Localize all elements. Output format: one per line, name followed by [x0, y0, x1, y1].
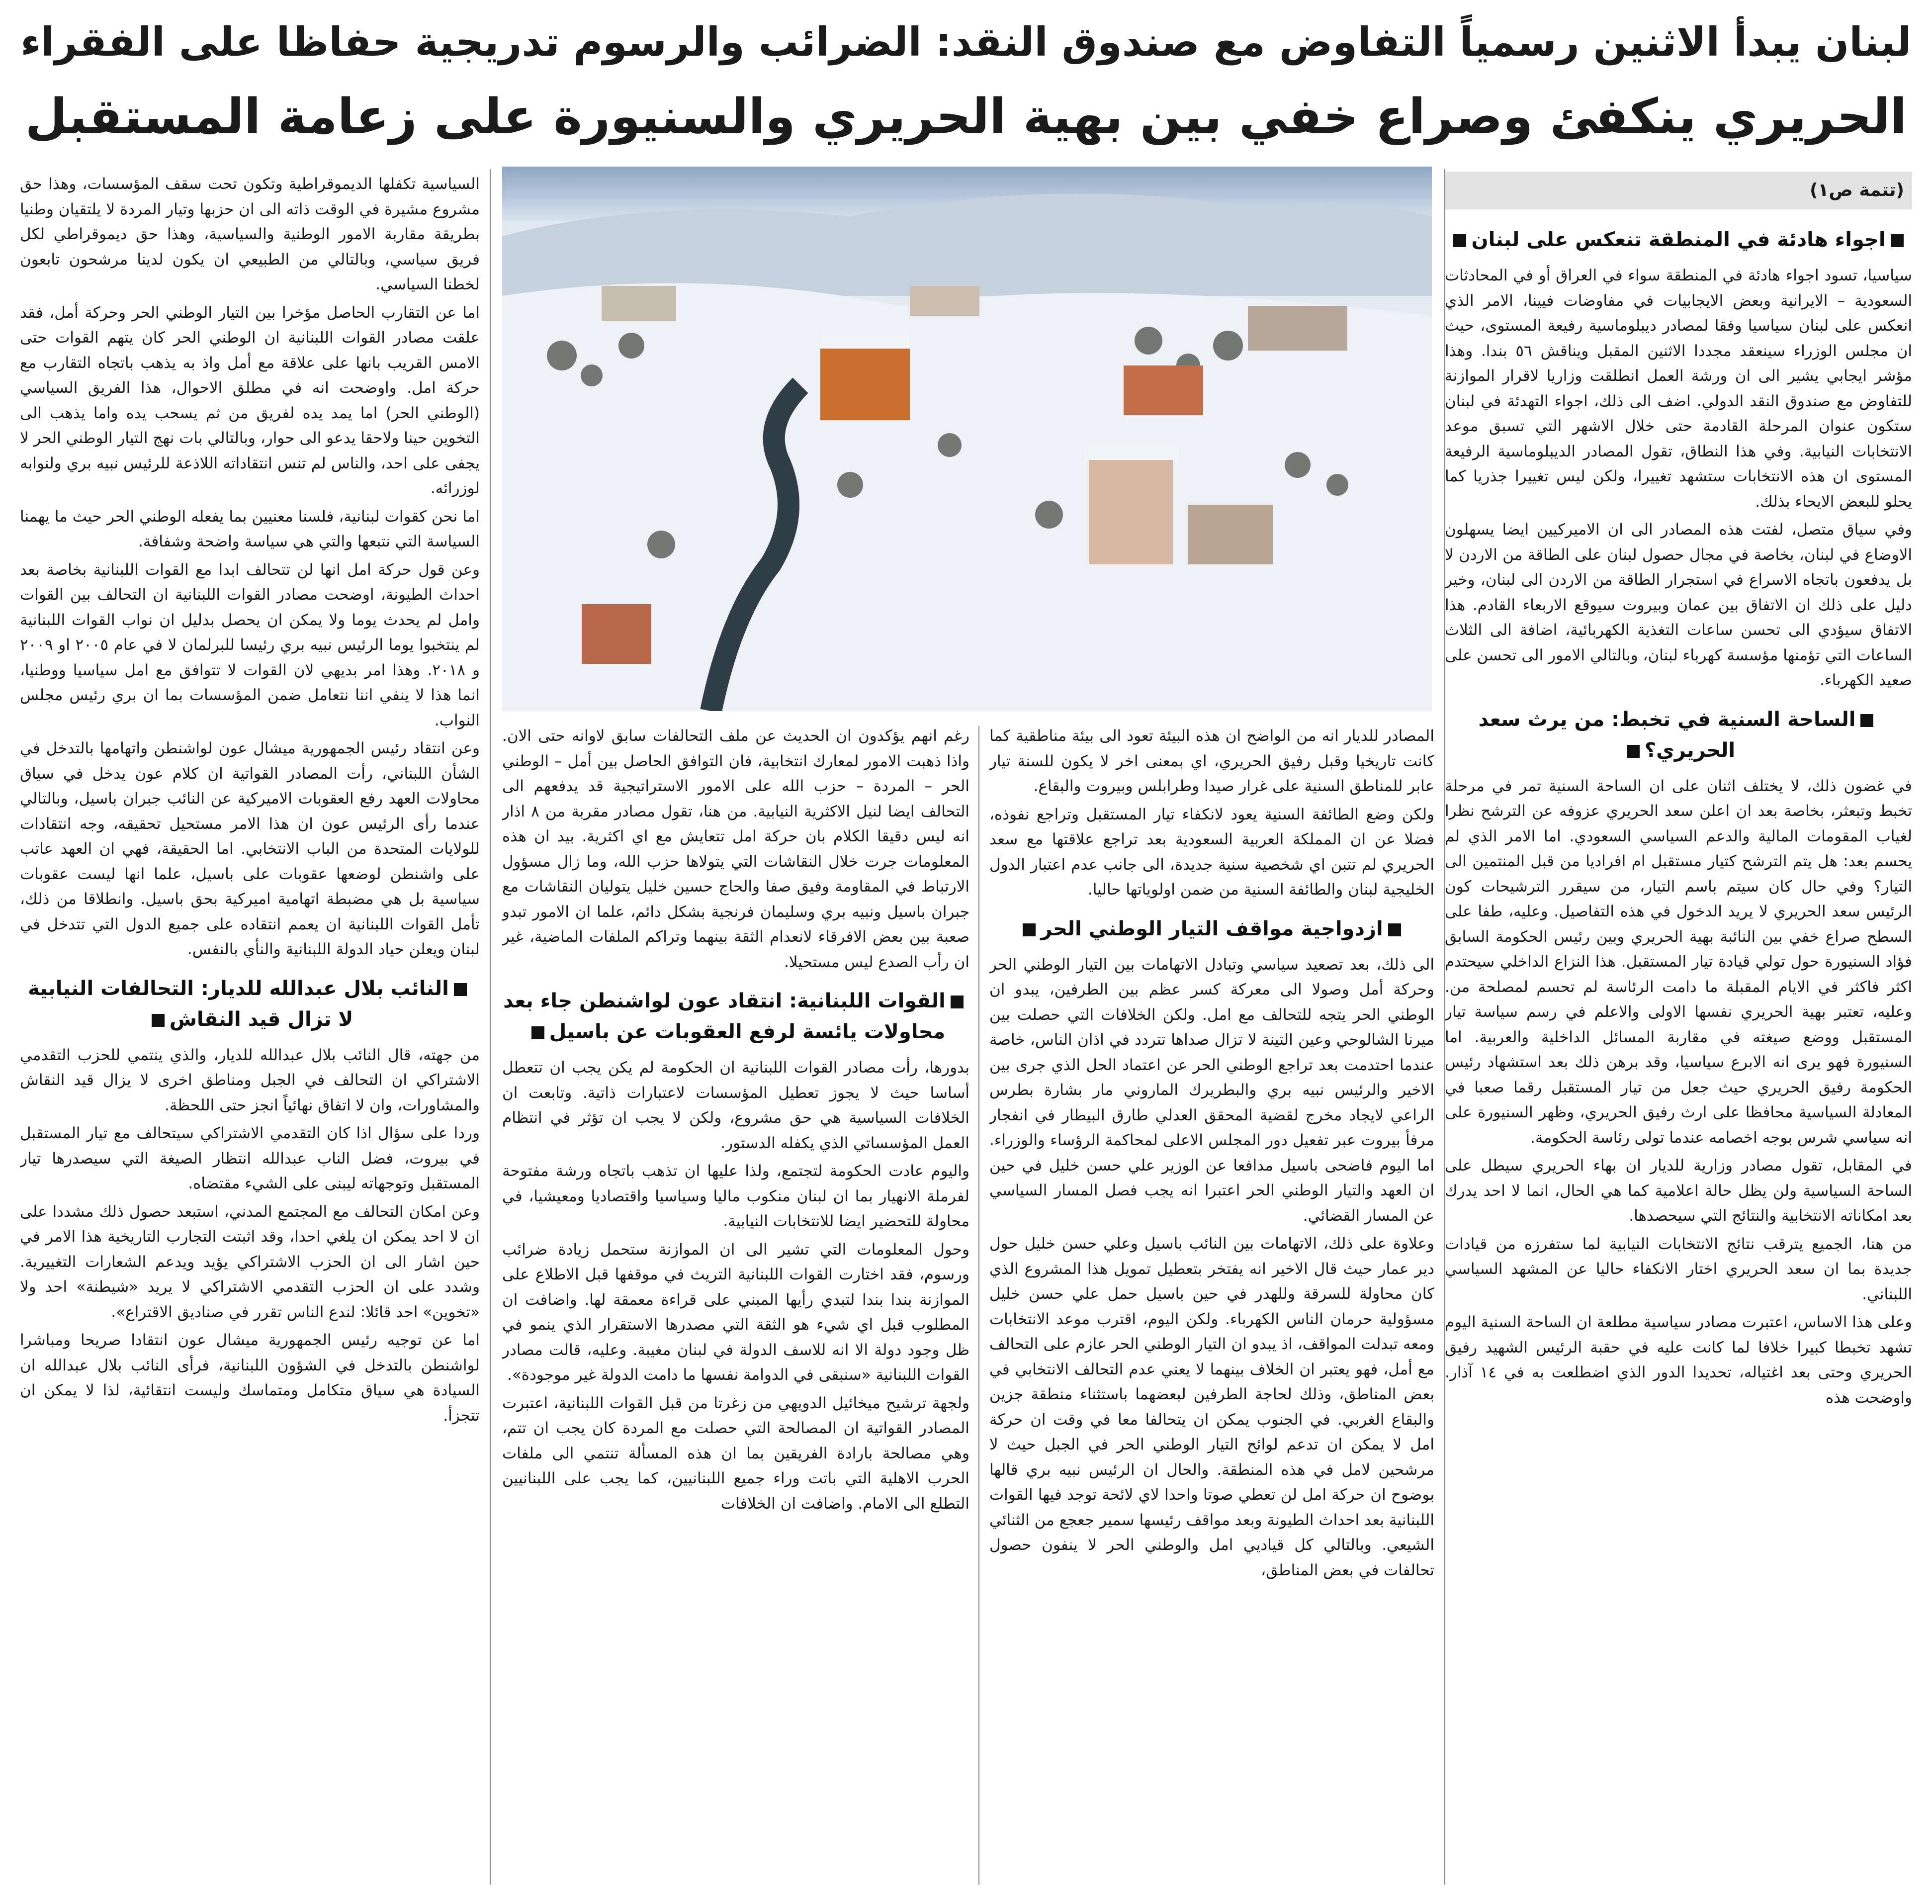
paragraph: وعن انتقاد رئيس الجمهورية ميشال عون لواشنطن واتهامها بالتدخل في الشأن اللبناني، رأت المصادر القواتية ان كلام عون يدخل في سياق محاولات العهد رفع العقوبات الاميركية عن النائب جبران باسيل، وبالتالي عندما رأى الرئيس عون ان هذا الامر مستحيل تحقيقه، وجه انتقادات للولايات المتحدة من الباب الانتخابي. اما الحقيقة، فهي ان العهد عاتب على واشنطن لوضعها عقوبات على باسيل، علما انها ليست عقوبات سياسية بل هي مضبطة اتهامية اميركية بحق باسيل. وانطلاقا من ذلك، تأمل القوات اللبنانية ان يعمم انتقاده على جميع الدول التي تتدخل في لبنان ويعلن حياد الدولة اللبنانية والنأي بالنفس.	[20, 739, 480, 958]
paragraph: وعن قول حركة امل انها لن تتحالف ابدا مع القوات اللبنانية بخاصة بعد احداث الطيونة، اوضحت مصادر القوات اللبنانية ان التحالف بين القوات وامل لم يحدث يوما ولا يمكن ان يحصل بدليل ان نواب القوات اللبنانية لم ينتخبوا يوما الرئيس نبيه بري رئيسا للبرلمان لا في عام ٢٠٠٥ او ٢٠٠٩ و ٢٠١٨. وهذا امر بديهي لان القوات لا تتوافق مع امل سياسيا ووطنيا، انما هذا لا ينفي اننا نتعامل ضمن المؤسسات بما ان بري رئيس مجلس النواب.	[20, 560, 480, 729]
paragraph: ولجهة ترشيح ميخائيل الدويهي من زغرتا من قبل القوات اللبنانية، اعتبرت المصادر القواتية ان المصالحة التي حصلت مع المردة كان يجب ان تتم، وهي مصالحة بارادة الفريقين بما ان هذه المسألة تنتمي الى ملفات الحرب الاهلية التي باتت وراء جميع اللبنانيين، كما يجب على اللبنانيين التطلع الى الامام. واضافت ان الخلافات	[502, 1394, 969, 1513]
paragraph: في غضون ذلك، لا يختلف اثنان على ان الساحة السنية تمر في مرحلة تخبط وتبعثر، بخاصة بعد ان اعلن سعد الحريري عزوفه عن الترشح نظرا لغياب المقومات المالية والدعم السياسي السعودي. اما الامر الذي لم يحسم بعد: هل يتم الترشح كتيار مستقبل ام افراديا من قبل المنتمين الى التيار؟ وفي حال كان سيتم باسم التيار، من سيقرر الترشيحات كون الرئيس سعد الحريري لا يريد الدخول في هذه التفاصيل. وعليه، طفا على السطح صراع خفي بين النائبة بهية الحريري وبين رئيس الحكومة السابق فؤاد السنيورة حول تولي قيادة تيار المستقبل. هذا النزاع الداخلي سيحتدم اكثر فاكثر في الايام المقبلة ما دامت الرئاسة لم تحسم لمصلحة من. وعليه، تعتبر بهية الحريري نفسها الاولى والاعلم في رسم سياسة تيار المستقبل ووضع صيغته في مقاربة المسائل الداخلية والعربية. اما السنيورة فهو يرى انه الابرع سياسيا، وقد برهن ذلك بعد استشهاد رئيس الحكومة رفيق الحريري حيث جعل من تيار المستقبل رقما صعبا في المعادلة السياسية محافظا على ارث رفيق الحريري، وظهر السنيورة على انه سياسي شرس بوجه اخصامه عندما تولى رئاسة الحكومة.	[1445, 777, 1912, 1147]
snowy-village-photo	[502, 167, 1432, 711]
paragraph: من جهته، قال النائب بلال عبدالله للديار، والذي ينتمي للحزب التقدمي الاشتراكي ان التحالف في الجبل ومناطق اخرى لا يزال قيد النقاش والمشاورات، وان لا اتفاق نهائياً انجز حتى اللحظة.	[20, 1046, 480, 1114]
paragraph: المصادر للديار انه من الواضح ان هذه البيئة تعود الى بيئة مناطقية كما كانت تاريخيا وقبل رفيق الحريري، اي بمعنى اخر لا يكون للسنة تيار عابر للمناطق السنية على غرار صيدا وطرابلس وبيروت والبقاع.	[989, 727, 1434, 795]
paragraph: وعلاوة على ذلك، الاتهامات بين النائب باسيل وعلي حسن خليل حول دير عمار حيث قال الاخير انه يفتخر بتعطيل تمويل هذا المشروع الذي كان محاولة للسرقة وللهدر في حين باسيل حمل علي حسن خليل مسؤولية حرمان الناس الكهرباء. ولكن اليوم، اقترب موعد الانتخابات ومعه تبدلت المواقف، اذ يبدو ان التيار الوطني الحر عازم على التحالف مع أمل، فهو يعتبر ان الخلاف بينهما لا يعني عدم التحالف الانتخابي في بعض المناطق، وذلك لحاجة الطرفين لبعضهما باستثناء منطقة جزين والبقاع الغربي. في الجنوب يمكن ان يتحالفا معا في وقت ان حركة امل لا يمكن ان تدعم لوائح التيار الوطني الحر في الجبل حيث لا مرشحين لامل في هذه المنطقة. والحال ان الرئيس نبيه بري قالها بوضوح ان حركة امل لن تعطي صوتا واحدا لاي لائحة توجد فيها القوات اللبنانية بعد احداث الطيونة وبعد مواقف رئيسها سمير جعجع من الثنائي الشيعي. وبالتالي كل قياديي امل والوطني الحر لا ينفون حصول تحالفات في بعض المناطق،	[989, 1235, 1434, 1579]
paragraph: وعلى هذا الاساس، اعتبرت مصادر سياسية مطلعة ان الساحة السنية اليوم تشهد تخبطا كبيرا خلافا لما كانت عليه في حقبة الرئيس الشهيد رفيق الحريري وحتى بعد اغتياله، تحديدا الدور الذي اضطلعت به في ١٤ آذار. واوضحت هذه	[1445, 1313, 1912, 1407]
paragraph: وردا على سؤال اذا كان التقدمي الاشتراكي سيتحالف مع تيار المستقبل في بيروت، فضل الناب عبدالله انتظار الصيغة التي سيصدرها تيار المستقبل وتوجهاته ليبنى على الشيء مقتضاه.	[20, 1124, 480, 1192]
square-bullet-icon	[1023, 923, 1036, 936]
square-bullet-icon	[1860, 714, 1873, 727]
headline-line-2: الحريري ينكفئ وصراع خفي بين بهية الحريري والسنيورة على زعامة المستقبل	[25, 89, 1907, 145]
paragraph: اما عن التقارب الحاصل مؤخرا بين التيار الوطني الحر وحركة أمل، فقد علقت مصادر القوات اللبنانية ان الوطني الحر كان يتهم القوات حتى الامس القريب بانها على علاقة مع أمل واذ به يذهب باتجاه التقارب مع حركة امل. واوضحت انه في مطلق الاحوال، هذا الفريق السياسي (الوطني الحر) اما يمد يده لفريق من ثم يسحب يده واما يذهب الى التخوين حينا ولاحقا يدعو الى حوار، وبالتالي بات نهج التيار الوطني الحر لا يجفى على احد، والناس لم تنس انتقاداته اللاذعة للرئيس نبيه بري ولنوابه لوزرائه.	[20, 303, 480, 497]
column-divider	[490, 169, 491, 1885]
subheading: ازدواجية مواقف التيار الوطني الحر	[989, 913, 1434, 944]
paragraph: سياسيا، تسود اجواء هادئة في المنطقة سواء في العراق أو في المحادثات السعودية – الايرانية وبعض الايجابيات في مفاوضات فيينا، الامر الذي انعكس على لبنان سياسيا وفقا لمصادر ديبلوماسية رفيعة المستوى، حيث ان مجلس الوزراء سينعقد مجددا الاثنين المقبل ويناقش ٥٦ بندا. وهذا مؤشر ايجابي يشير الى ان ورشة العمل انطلقت وزاريا لاقرار الموازنة للتفاوض مع صندوق النقد الدولي. اضف الى ذلك، اجواء التهدئة في لبنان ستكون عنوان المرحلة القادمة حتى خلال الاشهر التي تسبق موعد الانتخابات النيابية. وفي هذا النطاق، تقول المصادر الديبلوماسية الرفيعة المستوى ان هذه الانتخابات ستشهد تغييرا، ولكن ليس تغييرا جذريا كما يحلو للبعض الايحاء بذلك.	[1445, 267, 1912, 511]
square-bullet-icon	[1627, 745, 1640, 758]
paragraph: واليوم عادت الحكومة لتجتمع، ولذا عليها ان تذهب باتجاه ورشة مفتوحة لفرملة الانهيار بما ان لبنان منكوب ماليا وسياسيا واقتصاديا ومعيشيا، في محاولة للتحضير ايضا للانتخابات النيابية.	[502, 1162, 969, 1230]
square-bullet-icon	[531, 1026, 544, 1039]
subheading: النائب بلال عبدالله للديار: التحالفات النيابية لا تزال قيد النقاش	[20, 973, 480, 1035]
subheading: اجواء هادئة في المنطقة تنعكس على لبنان	[1445, 224, 1912, 255]
subheading: القوات اللبنانية: انتقاد عون لواشنطن جاء بعد محاولات يائسة لرفع العقوبات عن باسيل	[502, 986, 969, 1047]
paragraph: الى ذلك، بعد تصعيد سياسي وتبادل الاتهامات بين التيار الوطني الحر وحركة أمل وصولا الى معركة كسر عظم بين الطرفين، يبدو ان الوطني الحر يتجه للتحالف مع امل. ولكن الخلافات التي حصلت بين ميرنا الشالوحي وعين التينة لا تزال صداها تتردد في اذان الناس، خاصة عندما احتدمت بعد تراجع الوطني الحر عن اعتماد الحل الذي جرى بين الاخير والرئيس نبيه بري والبطريرك الماروني مار بشارة بطرس الراعي لايجاد مخرج لقضية المحقق العدلي طارق البيطار في انفجار مرفأ بيروت عبر تفعيل دور المجلس الاعلى لمحاكمة الرؤساء والوزراء. اما اليوم فاضحى باسيل مدافعا عن الوزير علي حسن خليل في حين ان العهد والتيار الوطني الحر اعتبرا انه يجب فصل المسار السياسي عن المسار القضائي.	[989, 955, 1434, 1225]
paragraph: بدورها، رأت مصادر القوات اللبنانية ان الحكومة لم يكن يجب ان تتعطل أساسا حيث لا يجوز تعطيل المؤسسات لاعتبارات ذاتية. وتابعت ان الخلافات السياسية هي حق مشروع، ولكن لا يجب ان تؤثر في انتظام العمل المؤسساتي الذي يكفله الدستور.	[502, 1059, 969, 1152]
square-bullet-icon	[1388, 923, 1401, 936]
paragraph: وحول المعلومات التي تشير الى ان الموازنة ستحمل زيادة ضرائب ورسوم، فقد اختارت القوات اللبنانية التريث في موقفها قبل الاطلاع على الموازنة بندا بندا لتبدي رأيها المبني على قراءة معمقة لها. واضافت ان المطلوب قبل اي شيء هو الثقة التي مصدرها الاستقرار الذي ينمو في ظل وجود دولة الا انه للاسف الدولة في لبنان مغيبة. وعليه، قالت مصادر القوات اللبنانية «سنبقى في الدوامة نفسها ما دامت الدولة غير موجودة».	[502, 1240, 969, 1384]
paragraph: رغم انهم يؤكدون ان الحديث عن ملف التحالفات سابق لاوانه حتى الان. واذا ذهبت الامور لمعارك انتخابية، فان التوافق الحاصل بين أمل – الوطني الحر – المردة – حزب الله على الامور الاستراتيجية قد يدفعهم الى التحالف ايضا لنيل الاكثرية النيابية. من هنا، تقول مصادر مقربة من ٨ اذار انه ليس دقيقا الكلام بان حركة امل تتعايش مع اي اكثرية. بيد ان هذه المعلومات جرت خلال النقاشات التي يتولاها حزب الله، وما زال مسؤول الارتباط في المقاومة وفيق صفا والحاج حسين خليل يتوليان النقاشات مع جبران باسيل ونبيه بري وسليمان فرنجية بشكل دائم، علما ان الامور تبدو صعبة بين بعض الافرقاء لانعدام الثقة بينهما وتراكم الملفات الماضية، غير ان رأب الصدع ليس مستحيلا.	[502, 727, 969, 971]
continuation-label: (تتمة ص١)	[1445, 172, 1912, 209]
square-bullet-icon	[1891, 234, 1904, 247]
column-4	[20, 172, 480, 1882]
paragraph: السياسية تكفلها الديموقراطية وتكون تحت سقف المؤسسات، وهذا حق مشروع مشيرة في الوقت ذاته الى ان حزبها وتيار المردة لا يلتقيان وطنيا بطريقة مقاربة الامور الوطنية والسياسية، وهذا حق ديموقراطي لكل فريق سياسي، وبالتالي من الطبيعي ان يكون لدينا مرشحون تابعون لخطنا السياسي.	[20, 175, 480, 293]
paragraph: من هنا، الجميع يترقب نتائج الانتخابات النيابية لما ستفرزه من قيادات جديدة بما ان سعد الحريري اختار الانكفاء حاليا عن المشهد السياسي اللبناني.	[1445, 1235, 1912, 1303]
column-2	[989, 724, 1434, 1882]
paragraph: وعن امكان التحالف مع المجتمع المدني، استبعد حصول ذلك مشددا على ان لا احد يمكن ان يلغي احدا، وقد اثبتت التجارب التاريخية هذا الامر في حين اشار الى ان الحزب الاشتراكي يؤيد ويدعم الشعارات التغييرية. وشدد على ان الحزب التقدمي الاشتراكي لا يريد «شيطنة» احد ولا «تخوين» احد قائلا: لندع الناس تقرر في صناديق الاقتراع».	[20, 1202, 480, 1321]
column-divider	[978, 726, 979, 1885]
column-3	[502, 724, 969, 1882]
paragraph: ولكن وضع الطائفة السنية يعود لانكفاء تيار المستقبل وتراجع نفوذه، فضلا عن ان المملكة العربية السعودية بعد تراجع علاقتها مع سعد الحريري لم تتبن اي شخصية سنية جديدة، الى جانب عدم اعتبار الدول الخليجية لبنان والطائفة السنية من ضمن اولوياتها حاليا.	[989, 805, 1434, 899]
square-bullet-icon	[951, 996, 964, 1008]
subheading: الساحة السنية في تخبط: من يرث سعد الحريري؟	[1445, 704, 1912, 766]
square-bullet-icon	[1453, 234, 1466, 247]
square-bullet-icon	[152, 1014, 165, 1027]
paragraph: اما نحن كقوات لبنانية، فلسنا معنيين بما يفعله الوطني الحر حيث ما يهمنا السياسة التي نتبعها والتي هي سياسة واضحة وشفافة.	[20, 507, 480, 550]
square-bullet-icon	[454, 983, 467, 996]
column-1	[1445, 172, 1912, 1882]
snowy-village-aerial-photo-icon	[502, 167, 1432, 711]
headline-line-1: لبنان يبدأ الاثنين رسمياً التفاوض مع صندوق النقد: الضرائب والرسوم تدريجية حفاظا على الفقراء	[20, 19, 1912, 65]
paragraph: اما عن توجيه رئيس الجمهورية ميشال عون انتقادا صريحا ومباشرا لواشنطن بالتدخل في الشؤون اللبنانية، فرأى النائب بلال عبدالله ان السيادة هي سياق متكامل ومتماسك وليست انتقائية، لذا لا يمكن ان تتجزأ.	[20, 1331, 480, 1425]
paragraph: في المقابل، تقول مصادر وزارية للديار ان بهاء الحريري سيطل على الساحة السياسية ولن يظل حالة اعلامية كما هي الحال، انما لا احد يدرك بعد امكاناته الانتخابية والنتائج التي سيحصدها.	[1445, 1157, 1912, 1225]
paragraph: وفي سياق متصل، لفتت هذه المصادر الى ان الاميركيين ايضا يسهلون الاوضاع في لبنان، بخاصة في مجال حصول لبنان على الطاقة من الاردن لا بل يدفعون باتجاه الاسراع في استجرار الطاقة من الاردن الى لبنان، وخير دليل على ذلك ان الاتفاق بين عمان وبيروت سيوقع الاربعاء القادم. هذا الاتفاق سيؤدي الى تحسن ساعات التغذية الكهربائية، اضافة الى الثلاث الساعات التي تؤمنها مؤسسة كهرباء لبنان، وبالتالي الامور الى تحسن على صعيد الكهرباء.	[1445, 521, 1912, 689]
